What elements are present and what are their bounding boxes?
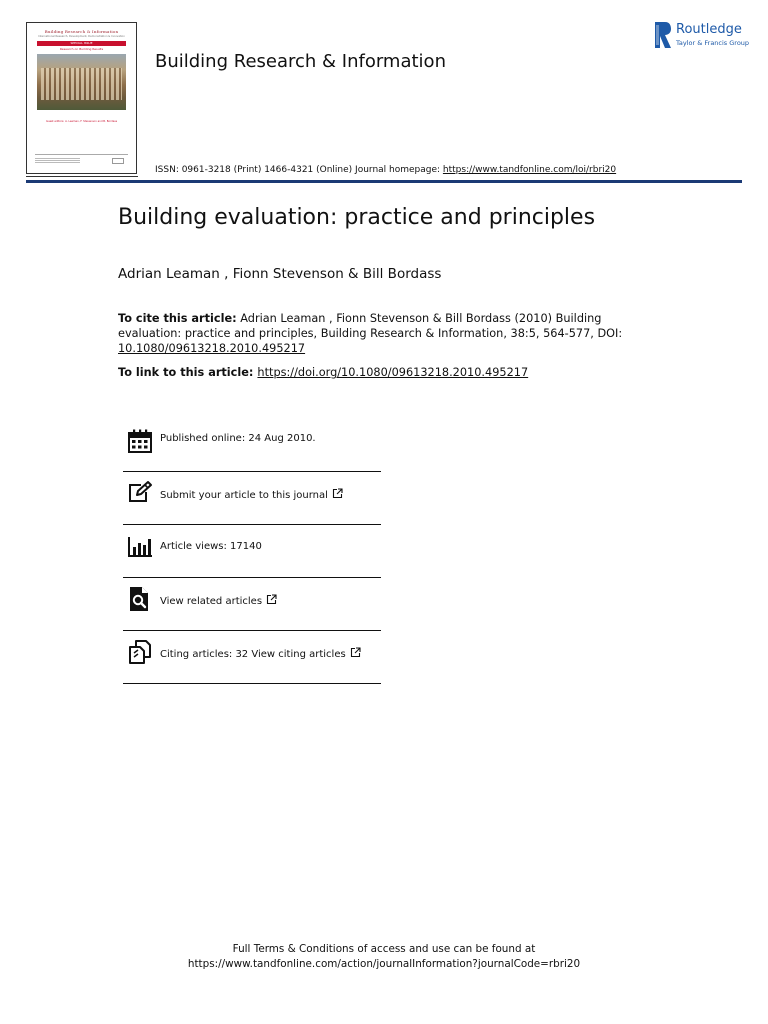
issn-line (155, 165, 616, 175)
related-row[interactable] (123, 578, 381, 631)
article-info-panel (123, 420, 381, 684)
external-link-icon (350, 647, 361, 658)
article-views: Article views: 17140 (160, 541, 262, 552)
header-divider (26, 180, 742, 183)
cite-text: Adrian Leaman , Fionn Stevenson & Bill Bordass (2010) Building evaluation: practice and principles, Building Research & Information, 38:5, 564-577, DOI: (118, 312, 623, 340)
issn-text: ISSN: 0961-3218 (Print) 1466-4321 (Online) Journal homepage: (155, 165, 443, 175)
article-title: Building evaluation: practice and principles (118, 205, 596, 230)
terms-footer (0, 942, 768, 972)
citing-label: Citing articles: 32 View citing articles (160, 649, 346, 660)
cover-title: Building Research & Information (44, 29, 119, 34)
views-row (123, 525, 381, 578)
terms-url[interactable]: https://www.tandfonline.com/action/journalInformation?journalCode=rbri20 (187, 958, 581, 970)
publisher-name: Routledge (676, 22, 742, 37)
submit-label: Submit your article to this journal (160, 490, 328, 501)
submit-article-link[interactable] (160, 488, 343, 501)
publisher-logo (654, 21, 754, 51)
citing-row[interactable] (123, 631, 381, 684)
published-row (123, 420, 381, 472)
article-link-block (118, 366, 678, 379)
published-date: Published online: 24 Aug 2010. (160, 433, 316, 444)
cover-underline (26, 176, 138, 177)
publisher-group: Taylor & Francis Group (676, 39, 750, 47)
document-search-icon (127, 586, 153, 612)
related-label: View related articles (160, 596, 263, 607)
terms-text: Full Terms & Conditions of access and use can be found at (232, 943, 536, 955)
calendar-icon (127, 428, 153, 454)
cite-label: To cite this article: (118, 312, 237, 325)
cover-editors: Guest editors: A. Leaman, F. Stevenson and B. Bordass (45, 120, 118, 123)
citing-documents-icon (127, 639, 153, 665)
cover-footer (35, 154, 128, 165)
routledge-r-icon (654, 21, 672, 49)
external-link-icon (266, 594, 277, 605)
edit-icon (127, 480, 153, 506)
citing-articles-link[interactable] (160, 647, 361, 660)
journal-cover-thumbnail (26, 22, 137, 174)
cite-doi-link[interactable]: 10.1080/09613218.2010.495217 (118, 342, 306, 355)
journal-name: Building Research & Information (155, 51, 446, 72)
cover-subtitle: International Research, Development, Demonstration & Innovation (38, 35, 125, 38)
article-doi-url[interactable]: https://doi.org/10.1080/09613218.2010.495217 (257, 366, 529, 379)
view-related-link[interactable] (160, 594, 277, 607)
cover-band: SPECIAL ISSUE (37, 41, 126, 46)
article-authors: Adrian Leaman , Fionn Stevenson & Bill Bordass (118, 266, 442, 282)
link-label: To link to this article: (118, 366, 254, 379)
bar-chart-icon (127, 533, 153, 559)
cover-photo (37, 54, 126, 110)
journal-homepage-link[interactable]: https://www.tandfonline.com/loi/rbri20 (442, 165, 617, 175)
cover-band-sub: Research on Building Results (59, 47, 104, 51)
citation-block (118, 311, 638, 356)
submit-row[interactable] (123, 472, 381, 525)
external-link-icon (332, 488, 343, 499)
